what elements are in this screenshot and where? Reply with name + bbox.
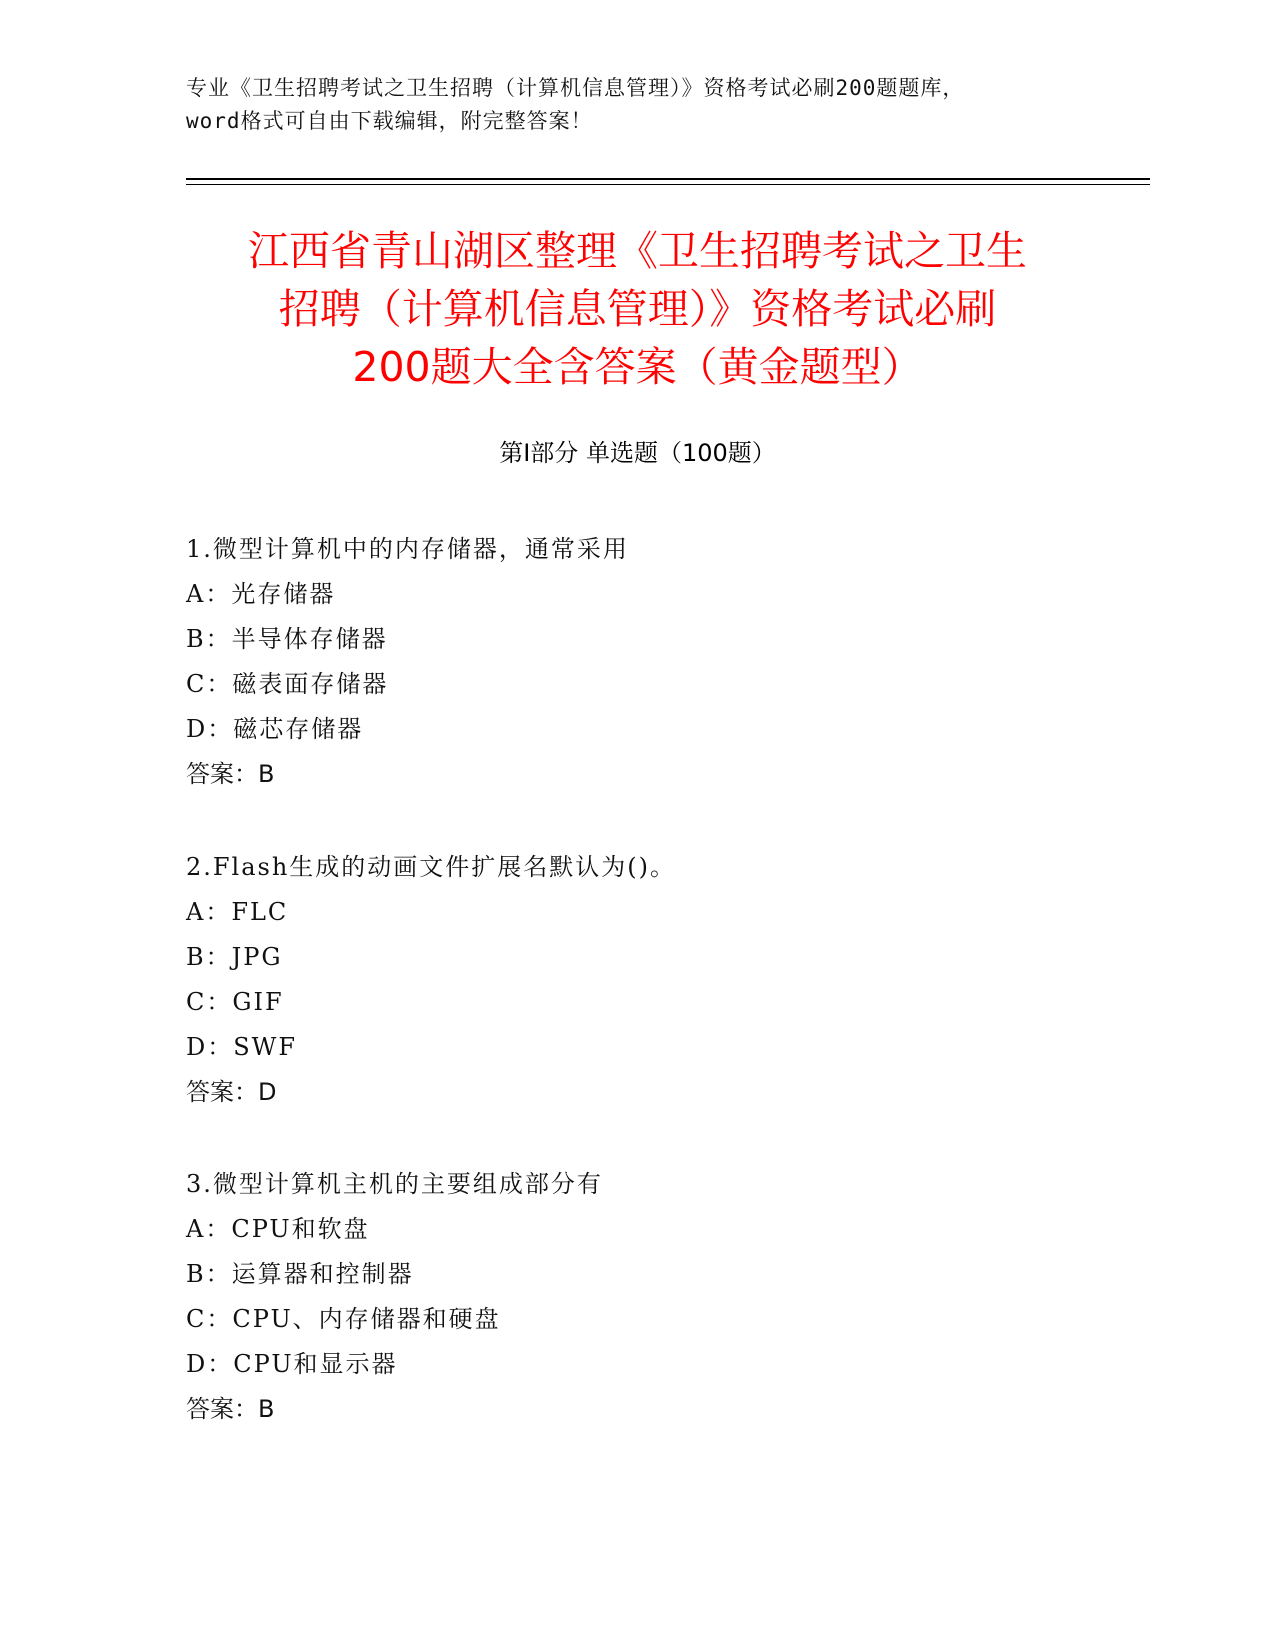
question-stem: 3.微型计算机主机的主要组成部分有	[186, 1170, 603, 1198]
header-divider-thick	[186, 178, 1150, 180]
question-block	[186, 845, 1086, 1115]
option-d: D：CPU和显示器	[186, 1350, 398, 1378]
option-c: C：磁表面存储器	[186, 670, 389, 698]
question-block	[186, 1162, 1086, 1432]
option-a: A：光存储器	[186, 580, 336, 608]
option-c: C：GIF	[186, 988, 284, 1016]
option-a: A：CPU和软盘	[186, 1215, 370, 1243]
answer-line: 答案：D	[186, 1078, 277, 1106]
option-d: D：磁芯存储器	[186, 715, 364, 743]
title-line: 招聘（计算机信息管理）》资格考试必刷	[278, 285, 997, 333]
header-note	[186, 72, 1086, 138]
option-b: B：运算器和控制器	[186, 1260, 414, 1288]
section-heading: 第Ⅰ部分 单选题（100题）	[499, 439, 776, 467]
option-a: A：FLC	[186, 898, 289, 926]
answer-line: 答案：B	[186, 760, 275, 788]
option-d: D：SWF	[186, 1033, 298, 1061]
title-line: 200题大全含答案（黄金题型）	[352, 343, 923, 391]
question-stem: 1.微型计算机中的内存储器，通常采用	[186, 535, 629, 563]
header-note-line: 专业《卫生招聘考试之卫生招聘（计算机信息管理）》资格考试必刷200题题库，	[186, 76, 965, 100]
title-line: 江西省青山湖区整理《卫生招聘考试之卫生	[248, 227, 1027, 275]
answer-line: 答案：B	[186, 1395, 275, 1423]
question-stem: 2.Flash生成的动画文件扩展名默认为()。	[186, 853, 677, 881]
option-c: C：CPU、内存储器和硬盘	[186, 1305, 501, 1333]
option-b: B：JPG	[186, 943, 283, 971]
option-b: B：半导体存储器	[186, 625, 388, 653]
document-title	[150, 222, 1125, 396]
header-note-line: word格式可自由下载编辑，附完整答案！	[186, 109, 593, 133]
question-block	[186, 527, 1086, 797]
header-divider-thin	[186, 184, 1150, 185]
